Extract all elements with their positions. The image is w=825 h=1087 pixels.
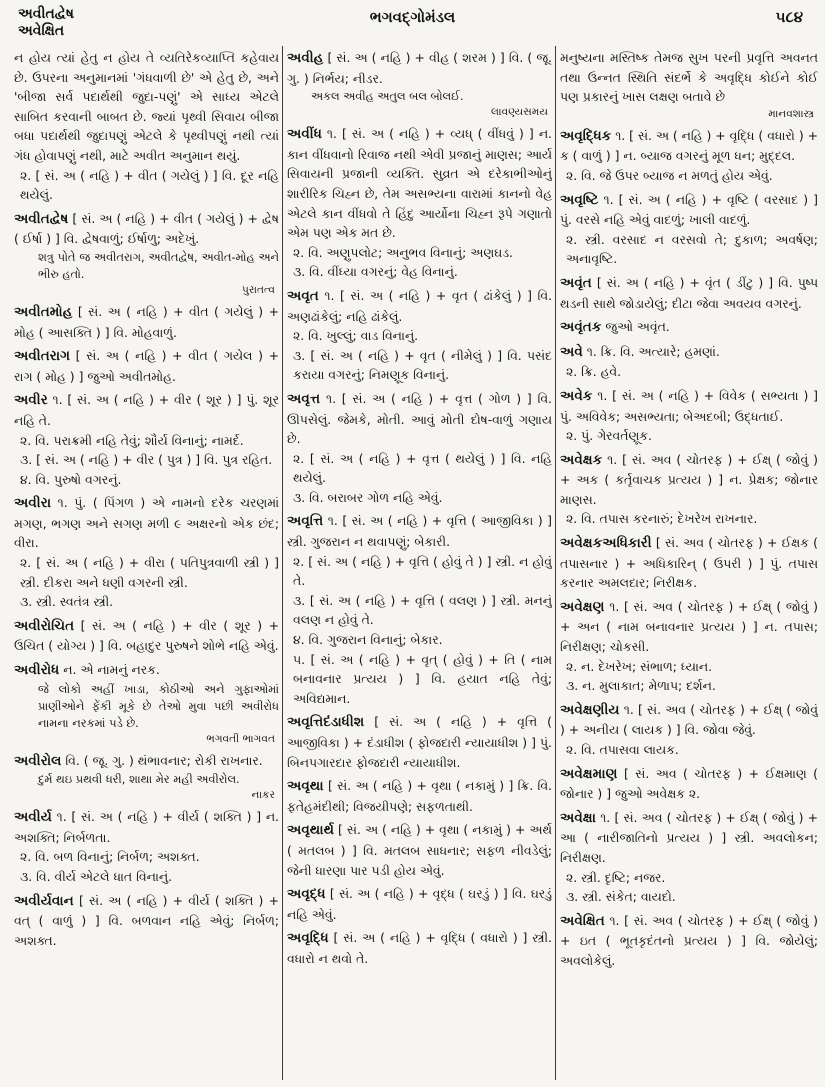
- headword: અવીર્ય: [14, 809, 52, 826]
- sense-item: ૨. ક્રિ. હવે.: [566, 364, 622, 380]
- continued-text: [14, 48, 279, 205]
- guide-word-first: અવીતદ્વેષ: [18, 6, 74, 22]
- headword: અવીરોધ: [14, 662, 60, 679]
- headword: અવેક: [560, 387, 593, 404]
- dictionary-entry: [287, 712, 552, 772]
- dictionary-entry: [287, 389, 552, 508]
- usage-quote: દુર્મ થઇ પ્રથવી ધરી, શાથા મેર મહી અવીરોલ.: [38, 772, 240, 787]
- dictionary-entry: [287, 511, 552, 708]
- definition: [ સં. અ ( નહિ ) + વીર્ય ( શક્તિ ) + વત્ ( વાળું ) ] વિ. બળવાન નહિ એવું; નિર્બળ; અશક્ત.: [14, 892, 279, 948]
- dictionary-entry: [560, 808, 818, 907]
- definition: ન. એ નામનું નરક.: [59, 662, 160, 678]
- dictionary-entry: [14, 616, 279, 656]
- sense-item: ૪. વિ. પુરુષો વગરનું.: [20, 471, 122, 487]
- headword: અવીર: [14, 392, 48, 409]
- definition: ૧. [ સં. અવ ( ચોતરફ ) + ઈક્ષ્ ( જોવું ) + અનીય ( લાયક ) ] વિ. જોવા જેવું.: [560, 701, 818, 738]
- headword: અવીતરાગ: [14, 348, 70, 365]
- headword: અવેક્ષિત: [560, 912, 605, 929]
- dictionary-entry: [14, 751, 279, 804]
- sense-item: ૨. [ સં. અ ( નહિ ) + વીરા ( પતિપુત્રવાળી સ્ત્રી ) ] સ્ત્રી. દીકરા અને ધણી વગરની સ્ત્રી.: [20, 555, 279, 590]
- headword: અવીંધ: [287, 126, 322, 143]
- definition: ૧. [ સં. અવ ( ચોતરફ ) + ઈક્ષ્ ( જોવું ) + અક ( કર્તૃવાચક પ્રત્યય ) ] ન. પ્રેક્ષક; જોનાર માણસ.: [560, 451, 818, 507]
- definition: ૧. [ સં. અ ( નહિ ) + વૃષ્ટિ ( વરસાદ ) ] પું. વરસે નહિ એવું વાદળું; ખાલી વાદળું.: [560, 191, 818, 228]
- page-number: ૫૮૪: [775, 8, 803, 26]
- headword: અવેક્ષા: [560, 809, 597, 826]
- dictionary-entry: [287, 286, 552, 385]
- definition: [ સં. અ ( નહિ ) + વૃદ્ધ ( ઘરડું ) ] વિ. ઘરડું નહિ એવું.: [287, 886, 552, 922]
- definition: ૧. [ સં. અવ ( ચોતરફ ) + ઈક્ષ્ ( જોવું ) + ઇત ( ભૂતકૃદંતનો પ્રત્યય ) ] વિ. જોયેલું; અવલોકેલું.: [560, 912, 818, 968]
- dictionary-entry: [14, 493, 279, 612]
- usage-quote: જે લોકો અહીં ખાડા, કોઠીઓ અને ગુફાઓમાં પ્રાણીઓને ફેંકી મૂકે છે તેઓ મુવા પછી અવીરોધ નામના નરકમાં પડે છે.: [38, 681, 279, 730]
- dictionary-entry: [560, 190, 818, 269]
- dictionary-entry: [287, 820, 552, 880]
- column-1: [14, 48, 279, 1080]
- headword: અવૃત્ત: [287, 390, 321, 407]
- dictionary-entry: [287, 124, 552, 282]
- column-2: [287, 48, 552, 1080]
- sense-item: ૨. વિ. જે ઉપર બ્યાજ ન મળતું હોય એવું.: [566, 167, 773, 183]
- dictionary-entry: [560, 533, 818, 593]
- definition: [ સં. અ ( નહિ ) + વીત ( ગયેલ ) + રાગ ( મોહ ) ] જુઓ અવીતમોહ.: [14, 348, 279, 384]
- dictionary-entry: [14, 302, 279, 342]
- definition: [ સં. અ ( નહિ ) + વૃથા ( નકામું ) ] ક્રિ. વિ. ફતેહમંદીથી; વિજયીપણે; સફળતાથી.: [287, 778, 552, 814]
- headword: અવૃદ્ધિ: [287, 930, 329, 947]
- headword: અવેક્ષકઅધિકારી: [560, 535, 652, 552]
- dictionary-entry: [560, 273, 818, 313]
- sense-item: ૨. [ સં. અ ( નહિ ) + વૃત્તિ ( હોવું તે ) ] સ્ત્રી. ન હોવું તે.: [293, 553, 552, 589]
- quote-source: પુરાતત્વ: [242, 283, 275, 296]
- headword: અવીરા: [14, 495, 52, 512]
- sense-item: ૨. વિ. બળ વિનાનું; નિર્બળ; અશક્ત.: [20, 849, 200, 865]
- headword: અવૃત્તિદંડાધીશ: [287, 714, 365, 731]
- sense-item: ૨. વિ. પરાક્રમી નહિ તેવું; શૌર્ય વિનાનું; નામર્દ.: [20, 432, 244, 448]
- sense-item: ૨. વિ. તપાસવા લાયક.: [566, 742, 679, 757]
- definition: [ સં. અ ( નહિ ) + વીર ( શૂર ) + ઉચિત ( યોગ્ય ) ] વિ. બહાદુર પુરુષને શોભે નહિ એવું.: [14, 617, 279, 654]
- dictionary-entry: [287, 48, 552, 120]
- definition: વિ. ( જૂ. ગુ. ) થંભાવનાર; રોકી રાખનાર.: [61, 752, 263, 768]
- headword: અવૃષ્ટિ: [560, 191, 599, 208]
- definition: [ સં. અ ( નહિ ) + વીત ( ગયેલું ) + દ્વેષ ( ઈર્ષા ) ] વિ. દ્વેષવાળું; ઈર્ષાળુ; અદેખું.: [14, 210, 279, 247]
- dictionary-entry: [560, 386, 818, 446]
- dictionary-entry: [287, 776, 552, 816]
- dictionary-entry: [14, 346, 279, 386]
- headword: અવૃત: [287, 287, 319, 304]
- usage-quote: શત્રુ પોતે જ અવીતરાગ, અવીતદ્વેષ, અવીત-મોહ અને ભીરુ હતો.: [38, 249, 279, 281]
- dictionary-entry: [560, 126, 818, 186]
- sense-item: ૩. [ સં. અ ( નહિ ) + વૃત્તિ ( વલણ ) ] સ્ત્રી. મનનું વલણ ન હોવું તે.: [293, 592, 552, 628]
- headword: અવીહ: [287, 50, 324, 66]
- sense-item: ૨. વિ. તપાસ કરનારું; દેખરેખ રાખનાર.: [566, 511, 758, 527]
- continued-text-body: મનુષ્યના મસ્તિષ્ક તેમજ સુખ પરની પ્રવૃત્તિ અવનત તથા ઉન્નત સ્થિતિ સંદર્ભે કે અવૃદ્ધિ કોઈને કોઈ પણ પ્રકારનું ખાસ લક્ષણ બતાવે છે: [560, 50, 818, 105]
- sense-item: ૪. વિ. ગુજરાન વિનાનું; બેકાર.: [293, 632, 443, 648]
- definition: જુઓ અવૃંત.: [601, 319, 670, 335]
- sense-item: ૨. [ સં. અ ( નહિ ) + વૃત્ત ( થયેલું ) ] વિ. નહિ થયેલું.: [293, 450, 552, 486]
- definition: [ સં. અ ( નહિ ) + વીત ( ગયેલું ) + મોહ ( આસક્તિ ) ] વિ. મોહવાળું.: [14, 303, 279, 340]
- sense-item: ૩. વિ. વીર્ય એટલે ધાત વિનાનું.: [20, 869, 173, 884]
- dictionary-entry: [287, 928, 552, 968]
- quote-source: ભગવતી ભાગવત: [206, 732, 275, 745]
- sense-item: ૨. પું. ગેરવર્તણૂક.: [566, 428, 652, 444]
- dictionary-entry: [560, 700, 818, 760]
- guide-word-last: અવેક્ષિત: [18, 23, 65, 39]
- headword: અવીરોચિત: [14, 617, 75, 634]
- headword: અવેક્ષમાણ: [560, 765, 618, 782]
- quote-source: લાવણ્યસમય: [490, 106, 548, 119]
- sense-item: ૩. [ સં. અ ( નહિ ) + વૃત ( નીમેલું ) ] વિ. પસંદ કરાયા વગરનું; નિમણૂક વિનાનું.: [293, 347, 552, 383]
- definition: ૧. [ સં. અ ( નહિ ) + વૃદ્ધિ ( વધારો ) + ક ( વાળું ) ] ન. બ્યાજ વગરનું મૂળ ધન; મુદ્દલ.: [560, 127, 818, 164]
- sense-item: ૨. ન. દેખરેખ; સંભાળ; ધ્યાન.: [566, 658, 713, 674]
- dictionary-entry: [287, 884, 552, 924]
- headword: અવેક્ષક: [560, 451, 603, 468]
- definition: ૧. [ સં. અ ( નહિ ) + વીર ( શૂર ) ] પું. શૂર નહિ તે.: [14, 392, 279, 428]
- headword: અવીતમોહ: [14, 303, 73, 320]
- column-divider: [555, 46, 556, 1080]
- definition: ૧. [ સં. અ ( નહિ ) + વૃત્ત ( ગોળ ) ] વિ. ઊપસેલું. જેમકે, મોતી. આવું મોતી દોષ-વાળું ગણાય છે.: [287, 390, 552, 447]
- headword: અવેક્ષણીય: [560, 701, 620, 718]
- definition: ૧. [ સં. અવ ( ચોતરફ ) + ઈક્ષ્ ( જોવું ) + અન ( નામ બનાવનાર પ્રત્યય ) ] ન. તપાસ; નિરીક્ષણ; ચોકસી.: [560, 598, 818, 655]
- definition: [ સં. અવ ( ચોતરફ ) + ઈક્ષમાણ ( જોનાર ) ] જુઓ અવેક્ષક ૨.: [560, 765, 818, 802]
- definition: [ સં. અવ ( ચોતરફ ) + ઈક્ષક ( તપાસનાર ) + અધિકારિન્ ( ઉપરી ) ] પું. તપાસ કરનાર અમલદાર; નિરીક્ષક.: [560, 535, 818, 591]
- page-header: [0, 0, 825, 44]
- sense-item: ૩. સ્ત્રી. સ્વતંત્ર સ્ત્રી.: [20, 594, 114, 610]
- headword: અવૃથા: [287, 778, 324, 795]
- headword: અવીતદ્વેષ: [14, 210, 69, 227]
- sense-item: ૩. વિ. વીંધ્યા વગરનું; વેહ વિનાનું.: [293, 264, 458, 280]
- definition: ૧. [ સં. અ ( નહિ ) + વૃત ( ઢાંકેલું ) ] વિ. અણઢાંકેલું; નહિ ઢાંકેલું.: [287, 287, 552, 324]
- sense-item: ૩. વિ. બરાબર ગોળ નહિ એવું.: [293, 489, 443, 505]
- dictionary-entry: [14, 891, 279, 951]
- definition: [ સં. અ ( નહિ ) + વૃત્તિ ( આજીવિકા ) + દંડાધીશ ( ફોજદારી ન્યાયાધીશ ) ] પું. બિનપગારદાર ફોજદારી ન્યાયાધીશ.: [287, 714, 552, 770]
- sense-item: ૨. સ્ત્રી. વરસાદ ન વરસવો તે; દુકાળ; અવર્ષણ; અનાવૃષ્ટિ.: [566, 231, 818, 267]
- headword: અવે: [560, 343, 583, 360]
- page-title: ભગવદ્ગોમંડલ: [369, 8, 456, 26]
- dictionary-entry: [560, 597, 818, 696]
- usage-quote: અકલ અવીહ અતુલ બલ બોલઈ.: [311, 89, 464, 104]
- definition: [ સં. અ ( નહિ ) + વીહ ( શરમ ) ] વિ. ( જૂ. ગુ. ) નિર્ભય; નીડર.: [287, 50, 552, 86]
- dictionary-entry: [14, 209, 279, 298]
- definition: ૧. ક્રિ. વિ. અત્યારે; હમણાં.: [582, 343, 720, 359]
- definition: ૧. [ સં. અ ( નહિ ) + વ્યધ્ ( વીંધવું ) ] ન. કાન વીંધવાનો રિવાજ નથી એવી પ્રજાનું માણસ; આર્ય સિવાયની પ્રજાની વ્યક્તિ. સુવ્રત એ દરેકાભીઓનું શારીરિક ચિહ્ન છે, તેમ અસભ્યના વારામાં કાનનો વેહ એટલે કાન વીંધવો તે હિંદુ આર્યોના ચિહ્ન રૂપે ગણાતો એમ પણ એક મત છે.: [287, 126, 552, 241]
- continued-text: [560, 48, 818, 122]
- continued-text-body: ન હોય ત્યાં હેતુ ન હોય તે વ્યતિરેકવ્યાપ્તિ કહેવાય છે. ઉપરના અનુમાનમાં 'ગંધવાળી છે' એ હેતુ છે, અને 'બીજા સર્વ પદાર્થથી જુદા-પણું' એ સાધ્ય એટલે સાબિત કરવાની બાબત છે. જ્યાં પૃથ્વી સિવાય બીજા બધા પદાર્થથી જુદાપણું એટલે કે પૃથ્વીપણું નથી ત્યાં ગંધ હોવાપણું નથી, માટે અવીત અનુમાન થયું.: [14, 50, 279, 163]
- definition: ૧. [ સં. અ ( નહિ ) + વૃત્તિ ( આજીવિકા ) ] સ્ત્રી. ગુજરાન ન થવાપણું; બેકારી.: [287, 513, 552, 550]
- headword: અવૃદ્ધ: [287, 886, 326, 903]
- sense-item: ૨. વિ. ખુલ્લું; વાડ વિનાનું.: [293, 328, 419, 344]
- column-divider: [282, 46, 283, 1080]
- sense-item: ૩. [ સં. અ ( નહિ ) + વીર ( પુત્ર ) ] વિ. પુત્ર રહિત.: [20, 452, 273, 468]
- definition: ૧. [ સં. અ ( નહિ ) + વિવેક ( સભ્યતા ) ] પું. અવિવેક; અસભ્યતા; બેઅદબી; ઉદ્ધતાઈ.: [560, 387, 818, 424]
- definition: ૧. પું. ( પિંગળ ) એ નામનો દરેક ચરણમાં મગણ, ભગણ અને સગણ મળી ૯ અક્ષરનો એક છંદ; વીરા.: [14, 495, 279, 551]
- headword: અવૃદ્ધિક: [560, 127, 612, 144]
- headword: અવૃથાર્થ: [287, 822, 334, 839]
- sense-item: ૫. [ સં. અ ( નહિ ) + વૃત્ ( હોવું ) + તિ ( નામ બનાવનાર પ્રત્યય ) ] વિ. હયાત નહિ તેવું; અવિદ્યમાન.: [293, 651, 552, 706]
- sense-item: ૩. સ્ત્રી. સંકેત; વાયદો.: [566, 889, 676, 905]
- dictionary-entry: [560, 342, 818, 382]
- quote-source: માનવશાસ્ત્ર: [768, 107, 814, 120]
- headword: અવીરોલ: [14, 752, 62, 769]
- sense-item: ૨. વિ. અણુપલોટ; અનુભવ વિનાનું; અણઘડ.: [293, 244, 513, 260]
- headword: અવીર્યવાન: [14, 892, 74, 909]
- quote-source: નાકર: [251, 789, 275, 802]
- column-3: [560, 48, 818, 1080]
- dictionary-entry: [14, 390, 279, 489]
- sense-item: ૩. ન. મુલાકાત; મેળાપ; દર્શન.: [566, 678, 716, 694]
- dictionary-entry: [14, 660, 279, 747]
- headword: અવેક્ષણ: [560, 598, 605, 615]
- definition: ૧. [ સં. અવ ( ચોતરફ ) + ઈક્ષ્ ( જોવું ) + આ ( નારીજાતિનો પ્રત્યય ) ] સ્ત્રી. અવલોકન; નિરીક્ષણ.: [560, 809, 818, 865]
- sense-item: ૨. [ સં. અ ( નહિ ) + વીત ( ગયેલું ) ] વિ. દૂર નહિ થયેલું.: [20, 167, 279, 203]
- dictionary-entry: [560, 911, 818, 971]
- definition: [ સં. અ ( નહિ ) + વૃંત ( ડીંટુ ) ] વિ. પુષ્પ થડની સાથે જોડાયેલું; દીટા જેવા અવયવ વગરનું.: [560, 274, 818, 311]
- headword: અવૃંતક: [560, 319, 602, 336]
- definition: [ સં. અ ( નહિ ) + વૃદ્ધિ ( વધારો ) ] સ્ત્રી. વધારો ન થવો તે.: [287, 930, 552, 966]
- dictionary-entry: [560, 764, 818, 804]
- definition: ૧. [ સં. અ ( નહિ ) + વીર્ય ( શક્તિ ) ] ન. અશક્તિ; નિર્બળતા.: [14, 809, 279, 845]
- headword: અવૃંત: [560, 274, 592, 291]
- sense-item: ૨. સ્ત્રી. દૃષ્ટિ; નજર.: [566, 869, 666, 885]
- dictionary-entry: [14, 807, 279, 886]
- dictionary-entry: [560, 450, 818, 529]
- definition: [ સં. અ ( નહિ ) + વૃથા ( નકામું ) + અર્થ ( મતલબ ) ] વિ. મતલબ સાધનાર; સફળ નીવડેલું; જેની ધારણા પાર પડી હોય એવું.: [287, 822, 552, 878]
- headword: અવૃત્તિ: [287, 513, 324, 530]
- dictionary-entry: [560, 317, 818, 338]
